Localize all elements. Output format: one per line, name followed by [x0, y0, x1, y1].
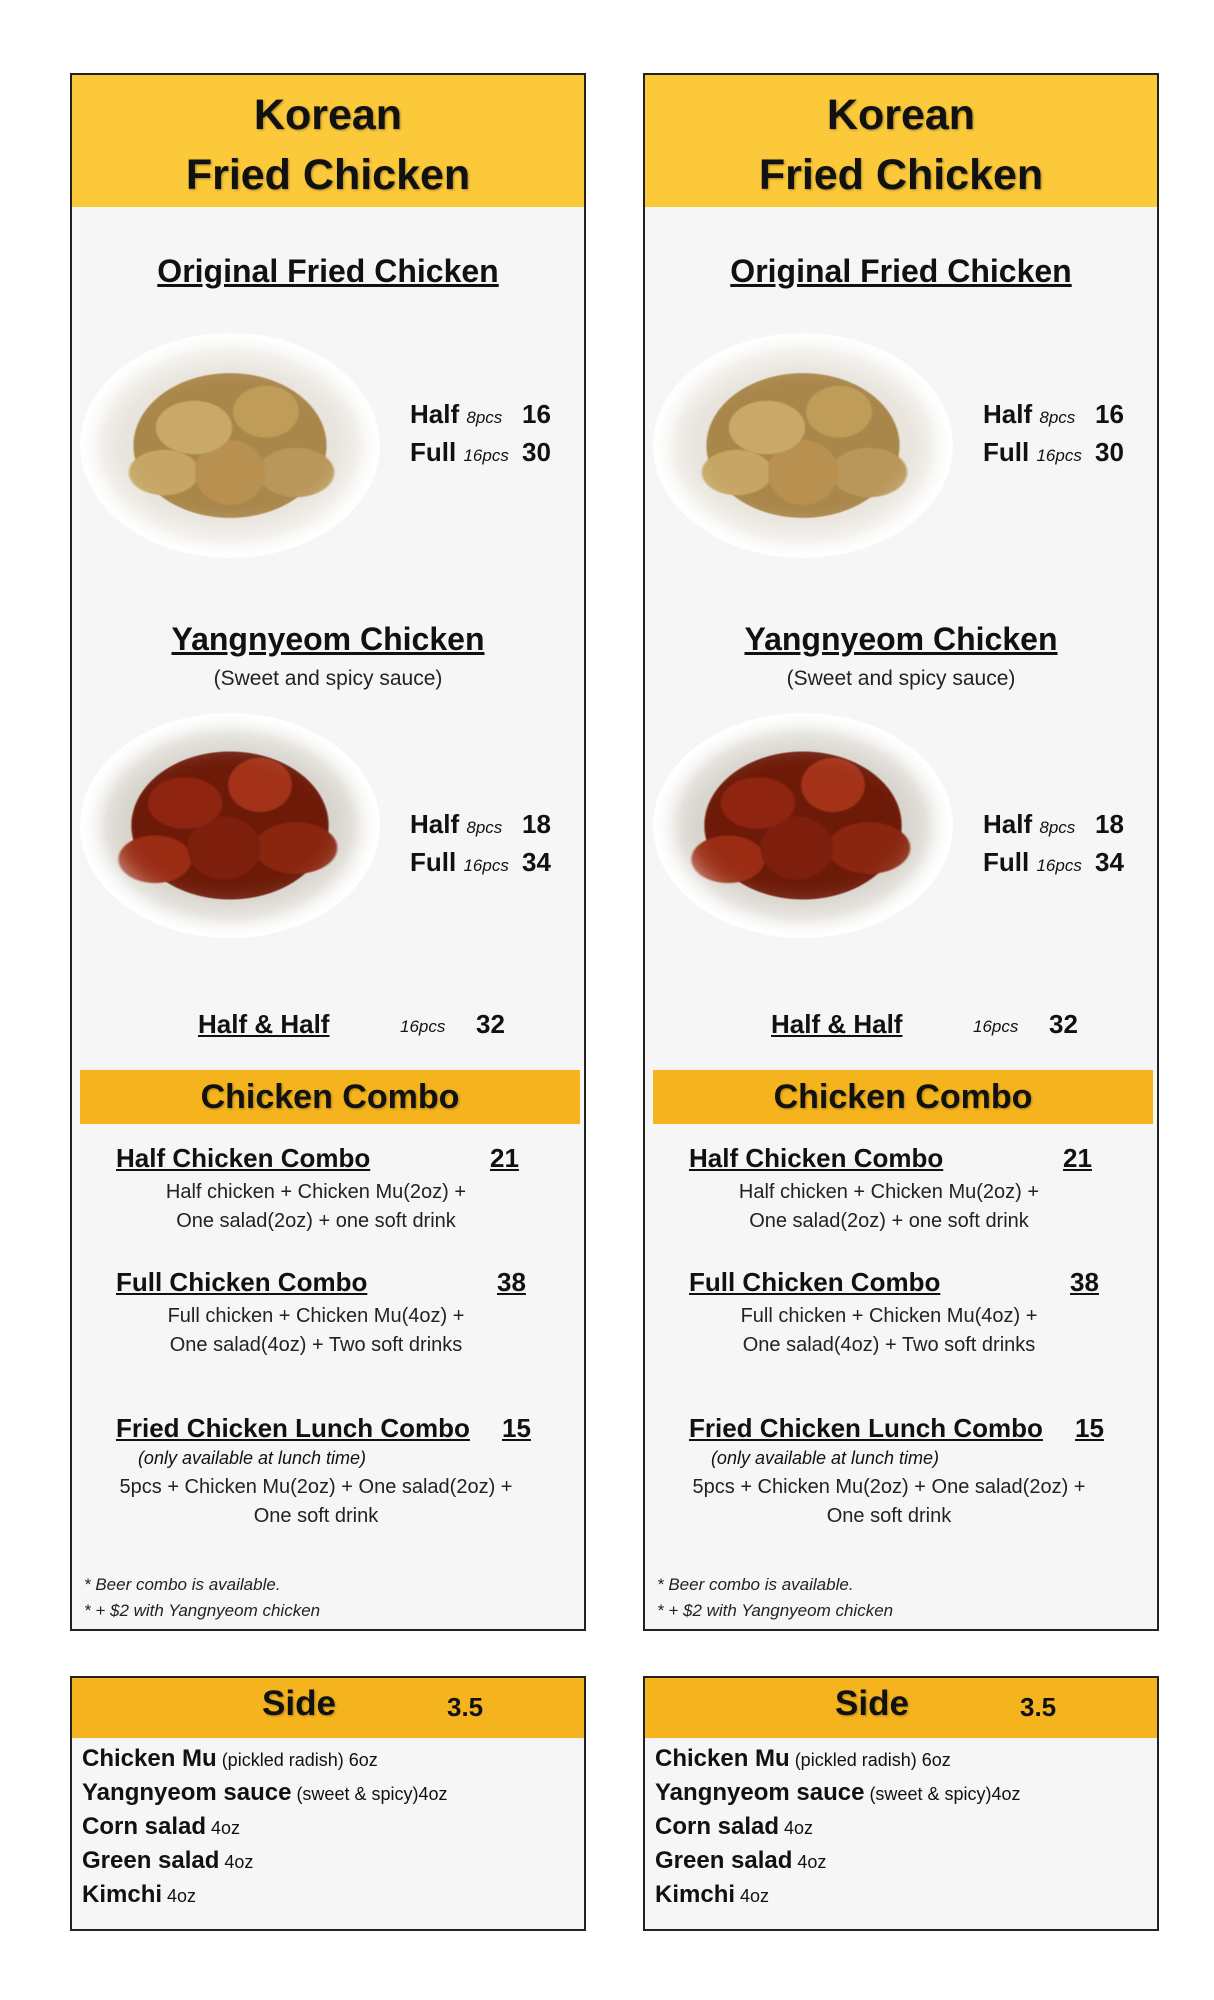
side-item-name: Chicken Mu — [82, 1745, 217, 1772]
combo-item-desc — [116, 1178, 516, 1236]
side-item-detail: 4oz — [206, 1818, 241, 1838]
side-item-name: Yangnyeom sauce — [82, 1779, 292, 1806]
pcs-count: 8pcs — [466, 818, 503, 837]
full-label: Full — [410, 437, 457, 467]
pcs-count: 16pcs — [463, 446, 509, 465]
side-banner — [645, 1678, 1157, 1738]
combo-item-desc — [116, 1473, 516, 1531]
title-line-2: Fried Chicken — [758, 151, 1044, 199]
side-item — [655, 1742, 1021, 1776]
title-banner — [645, 75, 1157, 207]
side-item-name: Corn salad — [82, 1813, 207, 1840]
side-menu-card — [70, 1676, 586, 1931]
combo-desc-line: One salad(4oz) + Two soft drinks — [169, 1334, 463, 1356]
footnote: * Beer combo is available. — [84, 1575, 281, 1594]
side-item-detail: (sweet & spicy)4oz — [864, 1784, 1021, 1804]
combo-banner: Chicken Combo — [653, 1070, 1153, 1124]
side-item-detail: (sweet & spicy)4oz — [291, 1784, 448, 1804]
side-list — [82, 1742, 448, 1912]
pcs-count: 8pcs — [1039, 408, 1076, 427]
price: 18 — [1095, 809, 1124, 839]
yangnyeom-title: Yangnyeom Chicken — [744, 621, 1058, 657]
yangnyeom-subtitle: (Sweet and spicy sauce) — [213, 667, 443, 690]
yangnyeom-half-row — [983, 809, 1124, 840]
pcs-count: 16pcs — [463, 856, 509, 875]
side-item-detail: 4oz — [779, 1818, 814, 1838]
side-item-detail: 4oz — [162, 1886, 197, 1906]
combo-item-name: Fried Chicken Lunch Combo — [116, 1413, 470, 1443]
full-label: Full — [410, 847, 457, 877]
price: 30 — [1095, 437, 1124, 467]
side-price: 3.5 — [1020, 1692, 1057, 1722]
combo-desc-line: Full chicken + Chicken Mu(4oz) + — [740, 1305, 1038, 1327]
combo-desc-line: One salad(2oz) + one soft drink — [176, 1210, 456, 1232]
half-and-half-row — [645, 1009, 1157, 1045]
side-menu-card — [643, 1676, 1159, 1931]
original-title: Original Fried Chicken — [157, 253, 499, 289]
side-item — [655, 1878, 1021, 1912]
main-menu-card — [70, 73, 586, 1631]
side-item-detail: (pickled radish) 6oz — [789, 1750, 951, 1770]
combo-item-desc — [689, 1473, 1089, 1531]
combo-desc-line: 5pcs + Chicken Mu(2oz) + One salad(2oz) + — [692, 1476, 1086, 1498]
combo-item-name: Half Chicken Combo — [689, 1143, 944, 1173]
price: 16 — [522, 399, 551, 429]
combo-item-price: 38 — [1070, 1267, 1099, 1297]
original-full-row — [410, 437, 551, 468]
side-price: 3.5 — [447, 1692, 484, 1722]
side-item-name: Chicken Mu — [655, 1745, 790, 1772]
yangnyeom-full-row — [410, 847, 551, 878]
footnote: * + $2 with Yangnyeom chicken — [657, 1601, 894, 1620]
half-and-half-row — [72, 1009, 584, 1045]
pcs-count: 16pcs — [1036, 446, 1082, 465]
side-item-detail: 4oz — [219, 1852, 254, 1872]
side-item-name: Green salad — [82, 1847, 220, 1874]
combo-desc-line: One soft drink — [253, 1505, 379, 1527]
title-banner — [72, 75, 584, 207]
side-item-detail: (pickled radish) 6oz — [216, 1750, 378, 1770]
title-line-1: Korean — [253, 91, 403, 139]
menu-column-right — [643, 0, 1163, 2000]
yangnyeom-subtitle: (Sweet and spicy sauce) — [786, 667, 1016, 690]
combo-item-price: 15 — [502, 1413, 531, 1443]
half-label: Half — [983, 399, 1033, 429]
side-item — [655, 1844, 1021, 1878]
combo-item-name: Half Chicken Combo — [116, 1143, 371, 1173]
side-title: Side — [835, 1684, 909, 1723]
side-title: Side — [262, 1684, 336, 1723]
combo-item-desc — [689, 1178, 1089, 1236]
price: 32 — [476, 1009, 505, 1039]
half-and-half-label: Half & Half — [771, 1009, 903, 1039]
fried-chicken-photo — [653, 333, 953, 558]
price: 34 — [1095, 847, 1124, 877]
pcs-count: 16pcs — [973, 1017, 1019, 1036]
side-banner — [72, 1678, 584, 1738]
side-list — [655, 1742, 1021, 1912]
side-item — [82, 1844, 448, 1878]
half-label: Half — [410, 809, 460, 839]
side-item-detail: 4oz — [735, 1886, 770, 1906]
side-item — [82, 1776, 448, 1810]
yangnyeom-chicken-photo — [80, 713, 380, 938]
combo-item-name: Full Chicken Combo — [116, 1267, 368, 1297]
pcs-count: 8pcs — [1039, 818, 1076, 837]
combo-desc-line: 5pcs + Chicken Mu(2oz) + One salad(2oz) + — [119, 1476, 513, 1498]
combo-item-price: 21 — [490, 1143, 519, 1173]
footnote: * Beer combo is available. — [657, 1575, 854, 1594]
price: 16 — [1095, 399, 1124, 429]
combo-item-note: (only available at lunch time) — [137, 1448, 367, 1468]
title-line-2: Fried Chicken — [185, 151, 471, 199]
combo-item-note: (only available at lunch time) — [710, 1448, 940, 1468]
price: 32 — [1049, 1009, 1078, 1039]
combo-item-desc — [689, 1302, 1089, 1360]
full-label: Full — [983, 437, 1030, 467]
main-menu-card — [643, 73, 1159, 1631]
side-item — [82, 1878, 448, 1912]
fried-chicken-photo — [80, 333, 380, 558]
combo-item-name: Fried Chicken Lunch Combo — [689, 1413, 1043, 1443]
side-item — [82, 1810, 448, 1844]
half-label: Half — [410, 399, 460, 429]
combo-desc-line: Half chicken + Chicken Mu(2oz) + — [165, 1181, 467, 1203]
side-item-name: Corn salad — [655, 1813, 780, 1840]
side-item-detail: 4oz — [792, 1852, 827, 1872]
original-full-row — [983, 437, 1124, 468]
yangnyeom-full-row — [983, 847, 1124, 878]
side-item-name: Green salad — [655, 1847, 793, 1874]
side-item-name: Kimchi — [655, 1881, 736, 1908]
side-item-name: Kimchi — [82, 1881, 163, 1908]
combo-item-price: 38 — [497, 1267, 526, 1297]
price: 18 — [522, 809, 551, 839]
price: 30 — [522, 437, 551, 467]
yangnyeom-title: Yangnyeom Chicken — [171, 621, 485, 657]
price: 34 — [522, 847, 551, 877]
side-item — [82, 1742, 448, 1776]
combo-desc-line: One salad(4oz) + Two soft drinks — [742, 1334, 1036, 1356]
pcs-count: 16pcs — [1036, 856, 1082, 875]
pcs-count: 8pcs — [466, 408, 503, 427]
full-label: Full — [983, 847, 1030, 877]
combo-item-price: 15 — [1075, 1413, 1104, 1443]
pcs-count: 16pcs — [400, 1017, 446, 1036]
combo-desc-line: One soft drink — [826, 1505, 952, 1527]
side-item — [655, 1810, 1021, 1844]
combo-item-name: Full Chicken Combo — [689, 1267, 941, 1297]
combo-item-price: 21 — [1063, 1143, 1092, 1173]
title-line-1: Korean — [826, 91, 976, 139]
combo-desc-line: One salad(2oz) + one soft drink — [749, 1210, 1029, 1232]
side-item — [655, 1776, 1021, 1810]
half-label: Half — [983, 809, 1033, 839]
side-item-name: Yangnyeom sauce — [655, 1779, 865, 1806]
combo-desc-line: Half chicken + Chicken Mu(2oz) + — [738, 1181, 1040, 1203]
yangnyeom-chicken-photo — [653, 713, 953, 938]
original-half-row — [410, 399, 551, 430]
original-title: Original Fried Chicken — [730, 253, 1072, 289]
original-half-row — [983, 399, 1124, 430]
combo-item-desc — [116, 1302, 516, 1360]
combo-banner: Chicken Combo — [80, 1070, 580, 1124]
yangnyeom-half-row — [410, 809, 551, 840]
menu-column-left — [70, 0, 590, 2000]
footnote: * + $2 with Yangnyeom chicken — [84, 1601, 321, 1620]
combo-desc-line: Full chicken + Chicken Mu(4oz) + — [167, 1305, 465, 1327]
half-and-half-label: Half & Half — [198, 1009, 330, 1039]
